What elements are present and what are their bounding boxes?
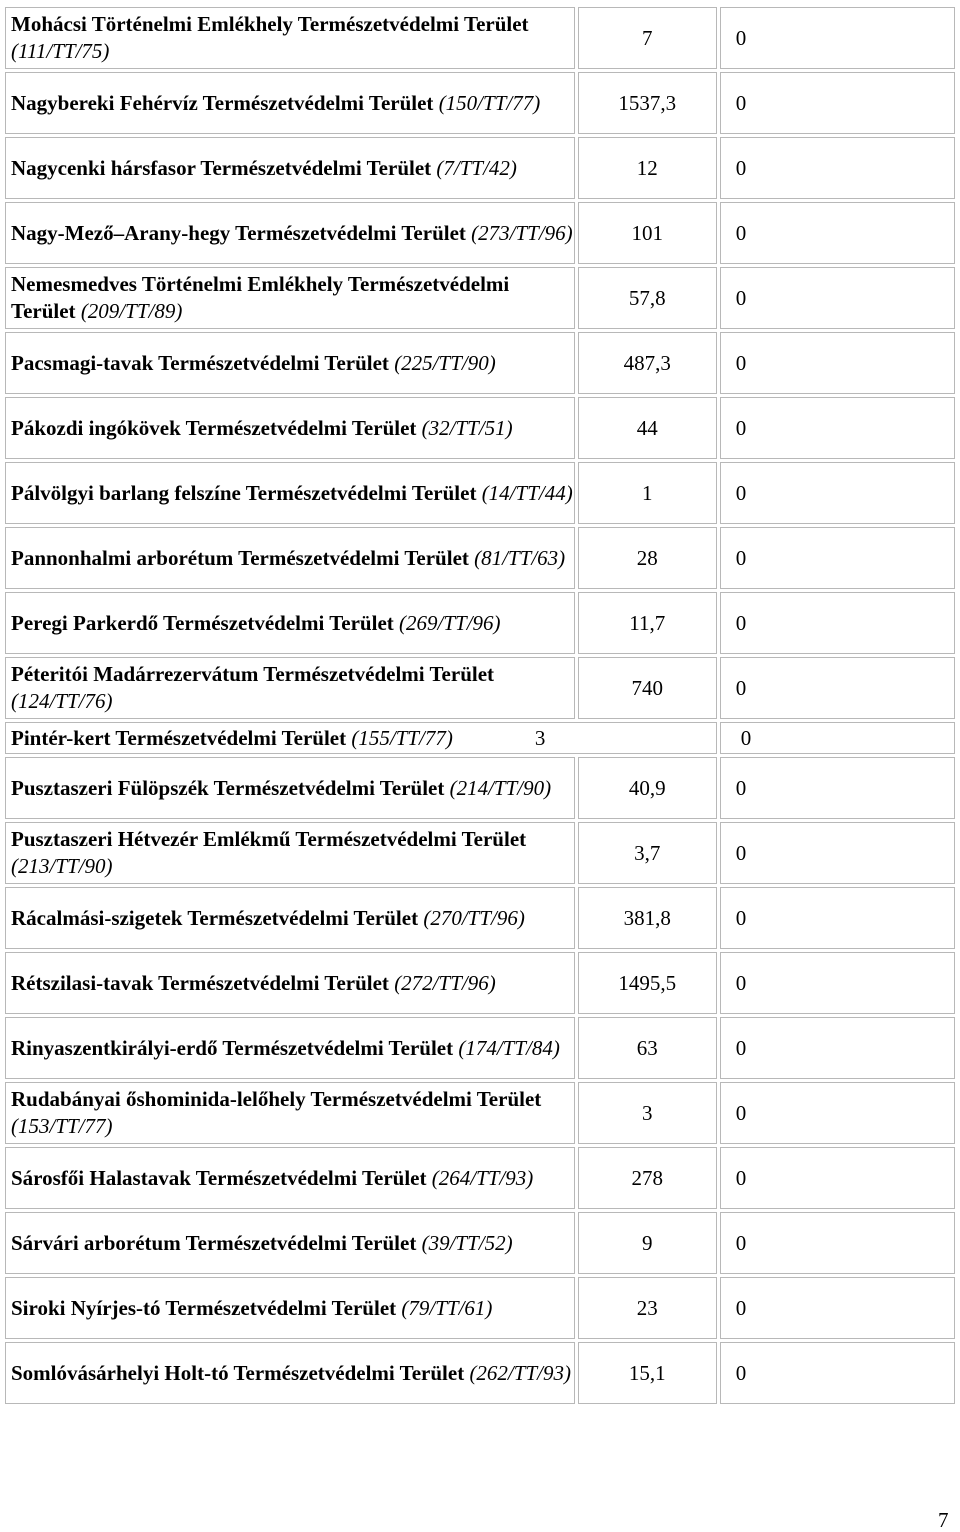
area-value-cell: 487,3 (578, 332, 717, 394)
area-code: (225/TT/90) (394, 350, 496, 375)
area-code: (270/TT/96) (423, 905, 525, 930)
area-value-cell: 23 (578, 1277, 717, 1339)
area-name: Nemesmedves Történelmi Emlékhely Természetvédelmi Terület (11, 272, 510, 323)
table-row (5, 657, 955, 719)
area-code: (79/TT/61) (401, 1295, 493, 1320)
area-extra-cell: 0 (720, 332, 955, 394)
area-extra-cell: 0 (720, 1147, 955, 1209)
area-value-cell: 57,8 (578, 267, 717, 329)
area-value-cell: 15,1 (578, 1342, 717, 1404)
area-name-cell (5, 1082, 575, 1144)
area-name: Rácalmási-szigetek Természetvédelmi Terület (11, 905, 419, 930)
table-row (5, 202, 955, 264)
area-value-cell: 12 (578, 137, 717, 199)
area-name: Nagycenki hársfasor Természetvédelmi Terület (11, 155, 432, 180)
table-row (5, 952, 955, 1014)
table-row (5, 822, 955, 884)
area-name-cell (5, 7, 575, 69)
area-name-cell (5, 822, 575, 884)
area-name-cell (5, 887, 575, 949)
area-name: Rinyaszentkirályi-erdő Természetvédelmi Terület (11, 1035, 454, 1060)
area-value-cell: 740 (578, 657, 717, 719)
table-row (5, 1017, 955, 1079)
area-name: Siroki Nyírjes-tó Természetvédelmi Terület (11, 1295, 397, 1320)
area-name-cell (5, 1212, 575, 1274)
area-code: (272/TT/96) (394, 970, 496, 995)
table-row (5, 332, 955, 394)
table-row (5, 592, 955, 654)
table-body (5, 7, 955, 1404)
table-row (5, 527, 955, 589)
area-extra-cell: 0 (720, 202, 955, 264)
area-extra-cell: 0 (720, 887, 955, 949)
area-value-cell: 1495,5 (578, 952, 717, 1014)
area-extra-cell: 0 (720, 757, 955, 819)
area-code: (7/TT/42) (436, 155, 517, 180)
area-name: Rudabányai őshominida-lelőhely Természetvédelmi Terület (11, 1087, 542, 1111)
area-extra-cell: 0 (720, 527, 955, 589)
table-row (5, 1212, 955, 1274)
area-code: (124/TT/76) (11, 689, 113, 713)
table-row (5, 72, 955, 134)
page-number: 7 (938, 1508, 949, 1532)
area-name-cell (5, 1277, 575, 1339)
area-value-cell: 3 (578, 1082, 717, 1144)
area-code: (32/TT/51) (421, 415, 513, 440)
area-value-cell: 40,9 (578, 757, 717, 819)
area-name: Pálvölgyi barlang felszíne Természetvédelmi Terület (11, 480, 477, 505)
area-value-cell: 63 (578, 1017, 717, 1079)
area-extra-cell: 0 (720, 462, 955, 524)
area-name-cell (5, 1342, 575, 1404)
area-extra-cell: 0 (720, 1017, 955, 1079)
area-extra-cell: 0 (720, 822, 955, 884)
area-name-cell (5, 952, 575, 1014)
area-name-cell (5, 657, 575, 719)
area-name-cell (5, 202, 575, 264)
table-row (5, 7, 955, 69)
table-row (5, 267, 955, 329)
area-code: (155/TT/77) (351, 725, 453, 750)
area-value-cell: 1537,3 (578, 72, 717, 134)
table-row (5, 757, 955, 819)
area-value-cell: 9 (578, 1212, 717, 1274)
area-code: (39/TT/52) (421, 1230, 513, 1255)
area-code: (269/TT/96) (399, 610, 501, 635)
area-name: Pusztaszeri Hétvezér Emlékmű Természetvédelmi Terület (11, 827, 527, 851)
area-name-cell (5, 462, 575, 524)
area-extra-cell: 0 (720, 1082, 955, 1144)
area-name-cell (5, 757, 575, 819)
area-code: (273/TT/96) (471, 220, 573, 245)
table-row (5, 1147, 955, 1209)
table-row (5, 722, 955, 754)
area-name-cell (5, 722, 717, 754)
area-extra-cell: 0 (720, 1342, 955, 1404)
area-value-cell: 11,7 (578, 592, 717, 654)
area-name-cell (5, 1147, 575, 1209)
area-extra-cell: 0 (720, 657, 955, 719)
area-extra-cell: 0 (720, 72, 955, 134)
area-name-cell (5, 527, 575, 589)
area-extra-cell: 0 (720, 267, 955, 329)
table-row (5, 1342, 955, 1404)
area-name: Mohácsi Történelmi Emlékhely Természetvédelmi Terület (11, 12, 529, 36)
area-extra-cell: 0 (720, 1277, 955, 1339)
area-code: (214/TT/90) (449, 775, 552, 800)
area-extra-cell: 0 (720, 137, 955, 199)
area-name: Rétszilasi-tavak Természetvédelmi Terület (11, 970, 389, 995)
area-value-cell: 278 (578, 1147, 717, 1209)
area-value-cell: 44 (578, 397, 717, 459)
area-code: (81/TT/63) (474, 545, 566, 570)
area-code: (174/TT/84) (458, 1035, 560, 1060)
area-code: (111/TT/75) (11, 39, 110, 63)
area-name: Pacsmagi-tavak Természetvédelmi Terület (11, 350, 389, 375)
area-code: (213/TT/90) (11, 854, 113, 878)
table-row (5, 1082, 955, 1144)
area-name: Sárosfői Halastavak Természetvédelmi Terület (11, 1165, 427, 1190)
area-value-cell: 28 (578, 527, 717, 589)
table-row (5, 462, 955, 524)
area-name: Pannonhalmi arborétum Természetvédelmi Terület (11, 545, 469, 570)
area-name-cell (5, 397, 575, 459)
area-code: (150/TT/77) (438, 90, 541, 115)
area-extra-cell: 0 (720, 952, 955, 1014)
area-name-cell (5, 592, 575, 654)
area-extra-cell: 0 (720, 592, 955, 654)
area-code: (262/TT/93) (469, 1360, 571, 1385)
area-name: Pákozdi ingókövek Természetvédelmi Terület (11, 415, 417, 440)
area-value: 3 (534, 725, 546, 750)
area-extra-cell: 0 (720, 1212, 955, 1274)
area-code: (14/TT/44) (481, 480, 573, 505)
area-value-cell: 101 (578, 202, 717, 264)
area-name: Pusztaszeri Fülöpszék Természetvédelmi Terület (11, 775, 445, 800)
area-name-cell (5, 267, 575, 329)
area-value-cell: 1 (578, 462, 717, 524)
area-name-cell (5, 1017, 575, 1079)
area-name-cell (5, 137, 575, 199)
area-code: (153/TT/77) (11, 1114, 113, 1138)
table-row (5, 887, 955, 949)
area-extra-cell: 0 (720, 7, 955, 69)
area-extra-cell: 0 (720, 722, 955, 754)
area-code: (264/TT/93) (431, 1165, 534, 1190)
area-name: Sárvári arborétum Természetvédelmi Terület (11, 1230, 417, 1255)
area-name: Péteritói Madárrezervátum Természetvédelmi Terület (11, 662, 495, 686)
area-name: Peregi Parkerdő Természetvédelmi Terület (11, 610, 394, 635)
area-name-cell (5, 332, 575, 394)
table-row (5, 397, 955, 459)
protected-areas-table (2, 4, 958, 1407)
area-name: Nagybereki Fehérvíz Természetvédelmi Terület (11, 90, 434, 115)
area-value-cell: 7 (578, 7, 717, 69)
area-extra-cell: 0 (720, 397, 955, 459)
area-name: Pintér-kert Természetvédelmi Terület (11, 725, 347, 750)
area-value-cell: 3,7 (578, 822, 717, 884)
area-name: Somlóvásárhelyi Holt-tó Természetvédelmi Terület (11, 1360, 465, 1385)
table-row (5, 1277, 955, 1339)
area-name: Nagy-Mező–Arany-hegy Természetvédelmi Terület (11, 220, 466, 245)
area-name-cell (5, 72, 575, 134)
table-row (5, 137, 955, 199)
area-code: (209/TT/89) (80, 299, 183, 323)
area-value-cell: 381,8 (578, 887, 717, 949)
